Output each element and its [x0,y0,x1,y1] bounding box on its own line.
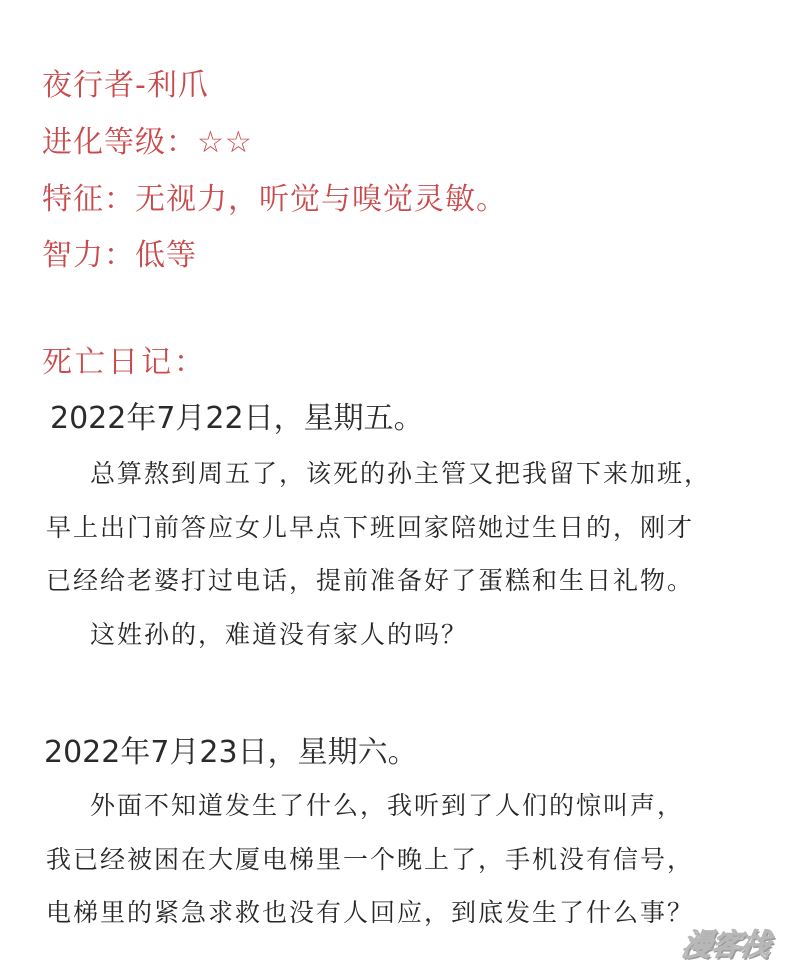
intelligence: 智力：低等 [42,238,197,273]
evolution-level: 进化等级：☆☆ [42,125,253,160]
monster-name: 夜行者-利爪 [42,68,209,103]
traits: 特征：无视力，听觉与嗅觉灵敏。 [42,182,507,217]
entry-line: 总算熬到周五了，该死的孙主管又把我留下来加班， [90,459,712,488]
entry-line: 这姓孙的，难道没有家人的吗？ [90,620,469,649]
entry-line: 外面不知道发生了什么，我听到了人们的惊叫声， [90,791,685,820]
entry-line: 已经给老婆打过电话，提前准备好了蛋糕和生日礼物。 [46,566,695,595]
entry-line: 我已经被困在大厦电梯里一个晚上了，手机没有信号， [46,845,695,874]
entry-date: 2022年7月23日，星期六。 [44,735,418,770]
watermark-logo [665,914,787,970]
diary-title: 死亡日记： [42,345,207,380]
entry-date: 2022年7月22日，星期五。 [50,401,424,436]
entry-line: 早上出门前答应女儿早点下班回家陪她过生日的，刚才 [46,513,695,542]
entry-line: 电梯里的紧急求救也没有人回应，到底发生了什么事？ [46,898,695,927]
watermark-text: 漫客栈 [678,928,772,963]
